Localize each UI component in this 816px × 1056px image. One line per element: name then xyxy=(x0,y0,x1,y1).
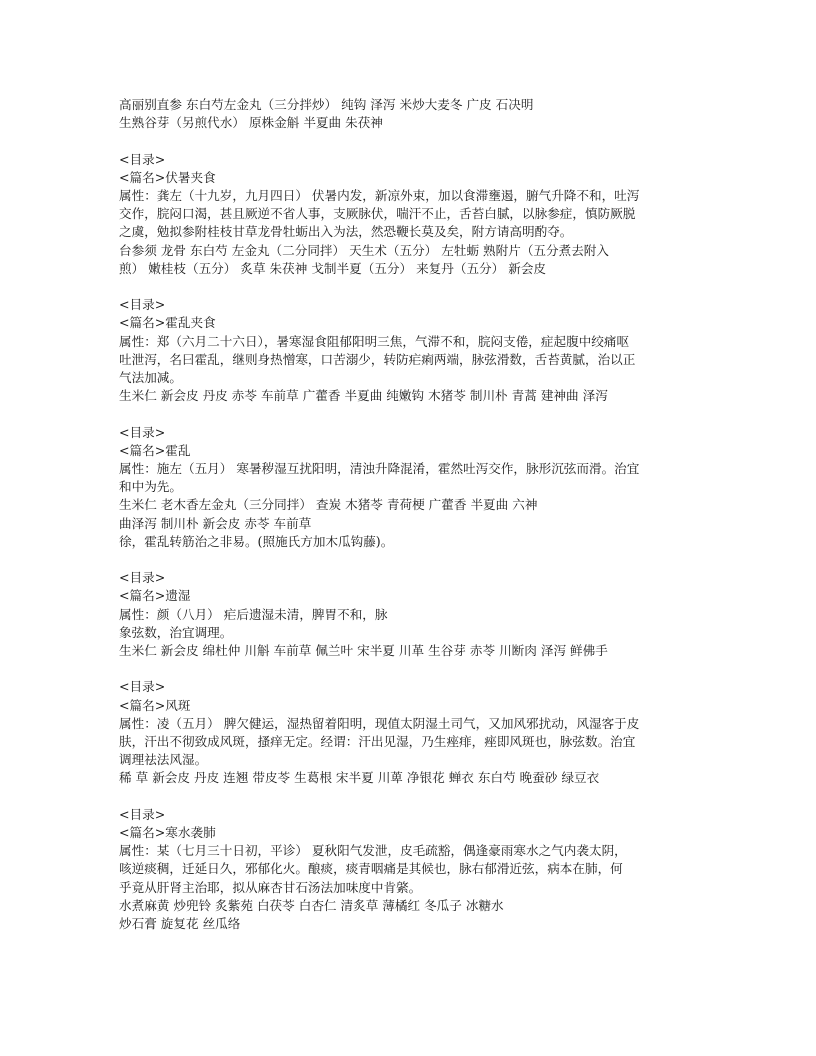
prescription-line: 生米仁 老木香左金丸（三分同拌） 查炭 木猪苓 青荷梗 广藿香 半夏曲 六神 xyxy=(119,497,538,513)
toc-marker: <目录> xyxy=(119,679,166,695)
toc-marker: <目录> xyxy=(119,297,166,313)
intro-prescription xyxy=(119,96,709,132)
section-title: <篇名>霍乱夹食 xyxy=(119,315,216,331)
attribute-line: 属性：颜（八月） 疟后遗湿未清，脾胃不和，脉 xyxy=(119,606,388,622)
case-section xyxy=(119,151,709,278)
case-section xyxy=(119,424,709,551)
case-section xyxy=(119,296,709,405)
prescription-line: 稀 草 新会皮 丹皮 连翘 带皮苓 生葛根 宋半夏 川萆 净银花 蝉衣 东白芍 晚蚕砂 绿豆衣 xyxy=(119,770,600,786)
attribute-line: 属性：郑（六月二十六日），暑寒湿食阻郁阳明三焦，气滞不和，脘闷支倦，症起腹中绞痛呕 xyxy=(119,333,630,349)
case-section xyxy=(119,569,709,660)
attribute-line: 咳逆痰稠，迁延日久，邪郁化火。酿痰，痰青咽痛是其候也，脉右郁滑近弦，病本在肺，何 xyxy=(119,861,623,877)
attribute-line: 乎竟从肝肾主治耶，拟从麻杏甘石汤法加味度中肯綮。 xyxy=(119,879,422,895)
prescription-line: 曲泽泻 制川朴 新会皮 赤苓 车前草 xyxy=(119,515,312,531)
attribute-line: 和中为先。 xyxy=(119,479,182,495)
spacer xyxy=(119,660,709,678)
attribute-line: 属性：凌（五月） 脾欠健运，湿热留着阳明，现值太阴湿土司气，又加风邪扰动，风湿客于皮 xyxy=(119,715,640,731)
prescription-line: 生米仁 新会皮 丹皮 赤苓 车前草 广藿香 半夏曲 纯嫩钩 木猪苓 制川朴 青蒿 建神曲 泽泻 xyxy=(119,388,608,404)
attribute-line: 属性：龚左（十九岁，九月四日） 伏暑内发，新凉外束，加以食滞壅遏，腑气升降不和，吐泻 xyxy=(119,188,640,203)
attribute-line: 属性：某（七月三十日初，平诊） 夏秋阳气发泄，皮毛疏豁，偶逢豪雨寒水之气内袭太阴， xyxy=(119,843,627,859)
prescription-line: 生米仁 新会皮 绵杜仲 川斛 车前草 佩兰叶 宋半夏 川革 生谷芽 赤苓 川断肉 泽泻 鲜佛手 xyxy=(119,643,608,659)
attribute-line: 吐泄泻，名曰霍乱，继则身热憎寒，口苦溺少，转防疟痢两端，脉弦滑数，舌苔黄腻，治以正 xyxy=(119,351,636,367)
prescription-line: 煎） 嫩桂枝（五分） 炙草 朱茯神 戈制半夏（五分） 来复丹（五分） 新会皮 xyxy=(119,260,547,276)
section-title: <篇名>寒水袭肺 xyxy=(119,825,216,841)
toc-marker: <目录> xyxy=(119,806,166,822)
prescription-line: 高丽别直参 东白芍左金丸（三分拌炒） 纯钩 泽泻 米炒大麦冬 广皮 石决明 xyxy=(119,97,534,112)
toc-marker: <目录> xyxy=(119,424,166,440)
spacer xyxy=(119,405,709,423)
attribute-line: 属性：施左（五月） 寒暑秽湿互扰阳明，清浊升降混淆，霍然吐泻交作，脉形沉弦而滑。治宜 xyxy=(119,461,640,477)
prescription-line: 生熟谷芽（另煎代水） 原株金斛 半夏曲 朱茯神 xyxy=(119,115,383,131)
spacer xyxy=(119,278,709,296)
prescription-note: 徐，霍乱转筋治之非易。(照施氏方加木瓜钩藤)。 xyxy=(119,533,394,549)
document-page xyxy=(119,96,709,933)
attribute-line: 之虞，勉拟参附桂枝甘草龙骨牡蛎出入为法，然恐鞭长莫及矣，附方请高明酌夺。 xyxy=(119,224,573,240)
toc-marker: <目录> xyxy=(119,570,166,586)
attribute-line: 象弦数，治宜调理。 xyxy=(119,624,233,640)
case-section xyxy=(119,678,709,787)
attribute-line: 气法加减。 xyxy=(119,370,182,386)
attribute-line: 肤，汗出不彻致成风斑，搔痒无定。经谓：汗出见湿，乃生痤痱，痤即风斑也，脉弦数。治宜 xyxy=(119,734,636,750)
spacer xyxy=(119,132,709,150)
prescription-line: 水煮麻黄 炒兜铃 炙紫苑 白茯苓 白杏仁 清炙草 薄橘红 冬瓜子 冰糖水 xyxy=(119,897,504,913)
spacer xyxy=(119,788,709,806)
section-title: <篇名>霍乱 xyxy=(119,442,191,458)
prescription-line: 炒石膏 旋复花 丝瓜络 xyxy=(119,916,241,932)
spacer xyxy=(119,551,709,569)
toc-marker: <目录> xyxy=(119,151,166,167)
prescription-line: 台参须 龙骨 东白芍 左金丸（二分同拌） 天生术（五分） 左牡蛎 熟附片（五分煮去附入 xyxy=(119,242,609,258)
attribute-line: 交作，脘闷口渴，甚且厥逆不省人事，支厥脉伏，喘汗不止，舌苔白腻，以脉参症，慎防厥脱 xyxy=(119,206,636,222)
section-title: <篇名>风斑 xyxy=(119,697,191,713)
case-section xyxy=(119,806,709,933)
section-title: <篇名>遗湿 xyxy=(119,588,191,604)
attribute-line: 调理祛法风湿。 xyxy=(119,752,208,768)
section-title: <篇名>伏暑夹食 xyxy=(119,169,216,185)
